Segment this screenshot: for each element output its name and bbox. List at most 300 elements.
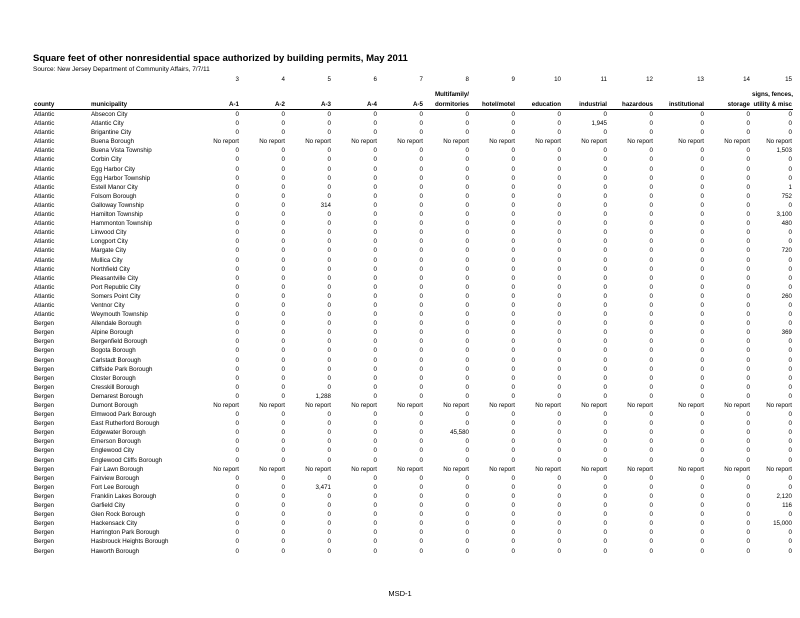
value-cell: 0 bbox=[746, 392, 750, 400]
county-cell: Atlantic bbox=[34, 301, 55, 309]
value-cell: 0 bbox=[700, 474, 704, 482]
value-cell: 0 bbox=[746, 283, 750, 291]
county-cell: Atlantic bbox=[34, 311, 55, 319]
value-cell: 0 bbox=[746, 311, 750, 319]
value-cell: 0 bbox=[281, 220, 285, 228]
value-cell: 0 bbox=[700, 538, 704, 546]
value-cell: 0 bbox=[327, 420, 331, 428]
value-cell: 0 bbox=[603, 347, 607, 355]
county-cell: Bergen bbox=[34, 365, 54, 373]
value-cell: 0 bbox=[373, 529, 377, 537]
value-cell: 0 bbox=[235, 174, 239, 182]
value-cell: 0 bbox=[281, 247, 285, 255]
value-cell: 0 bbox=[235, 220, 239, 228]
value-cell: 0 bbox=[649, 111, 653, 118]
value-cell: 0 bbox=[511, 392, 515, 400]
value-cell: 0 bbox=[235, 311, 239, 319]
municipality-cell: Closter Borough bbox=[91, 374, 136, 382]
value-cell: 0 bbox=[700, 274, 704, 282]
value-cell: 0 bbox=[373, 520, 377, 528]
value-cell: 0 bbox=[746, 274, 750, 282]
municipality-cell: Egg Harbor City bbox=[91, 165, 136, 173]
value-cell: 0 bbox=[603, 520, 607, 528]
value-cell: 0 bbox=[419, 274, 423, 282]
value-cell: 0 bbox=[557, 311, 561, 319]
value-cell: No report bbox=[766, 465, 792, 473]
value-cell: 0 bbox=[327, 156, 331, 164]
table-row bbox=[33, 210, 793, 219]
value-cell: 0 bbox=[700, 301, 704, 309]
value-cell: 0 bbox=[419, 420, 423, 428]
value-cell: 0 bbox=[700, 183, 704, 191]
value-cell: 0 bbox=[557, 156, 561, 164]
value-cell: 0 bbox=[465, 492, 469, 500]
value-cell: 0 bbox=[603, 538, 607, 546]
value-cell: 0 bbox=[235, 247, 239, 255]
table-row bbox=[33, 301, 793, 310]
value-cell: 0 bbox=[419, 438, 423, 446]
value-cell: 0 bbox=[281, 456, 285, 464]
value-cell: 0 bbox=[649, 429, 653, 437]
value-cell: 0 bbox=[281, 538, 285, 546]
value-cell: 0 bbox=[746, 192, 750, 200]
value-cell: 0 bbox=[419, 547, 423, 555]
county-cell: Bergen bbox=[34, 392, 54, 400]
municipality-cell: Harrington Park Borough bbox=[91, 529, 160, 537]
value-cell: 0 bbox=[511, 220, 515, 228]
value-cell: 0 bbox=[235, 474, 239, 482]
value-cell: 0 bbox=[511, 156, 515, 164]
column-number: 12 bbox=[646, 76, 653, 84]
value-cell: 0 bbox=[235, 529, 239, 537]
value-cell: 0 bbox=[557, 220, 561, 228]
county-cell: Bergen bbox=[34, 347, 54, 355]
value-cell: 0 bbox=[281, 238, 285, 246]
value-cell: 0 bbox=[746, 520, 750, 528]
value-cell: 0 bbox=[603, 383, 607, 391]
value-cell: 0 bbox=[327, 211, 331, 219]
county-cell: Bergen bbox=[34, 329, 54, 337]
value-cell: 2,120 bbox=[776, 492, 792, 500]
value-cell: 0 bbox=[649, 183, 653, 191]
county-cell: Atlantic bbox=[34, 292, 55, 300]
municipality-cell: Hasbrouck Heights Borough bbox=[91, 538, 169, 546]
value-cell: 0 bbox=[746, 301, 750, 309]
value-cell: 0 bbox=[603, 411, 607, 419]
value-cell: No report bbox=[627, 138, 653, 146]
value-cell: 0 bbox=[419, 383, 423, 391]
value-cell: 0 bbox=[649, 301, 653, 309]
value-cell: 0 bbox=[746, 529, 750, 537]
value-cell: 0 bbox=[281, 229, 285, 237]
value-cell: 0 bbox=[465, 229, 469, 237]
value-cell: 0 bbox=[788, 129, 792, 137]
value-cell: 0 bbox=[373, 365, 377, 373]
column-header: institutional bbox=[654, 99, 705, 110]
value-cell: 0 bbox=[511, 429, 515, 437]
value-cell: 0 bbox=[235, 111, 239, 118]
municipality-cell: Somers Point City bbox=[91, 292, 141, 300]
value-cell: 0 bbox=[281, 374, 285, 382]
table-row bbox=[33, 528, 793, 537]
table-row bbox=[33, 501, 793, 510]
value-cell: No report bbox=[489, 402, 515, 409]
value-cell: 0 bbox=[281, 438, 285, 446]
value-cell: 0 bbox=[700, 165, 704, 173]
value-cell: 0 bbox=[700, 429, 704, 437]
value-cell: 0 bbox=[511, 492, 515, 500]
municipality-cell: Port Republic City bbox=[91, 283, 141, 291]
value-cell: 0 bbox=[557, 420, 561, 428]
value-cell: 0 bbox=[746, 329, 750, 337]
value-cell: 0 bbox=[649, 211, 653, 219]
value-cell: 0 bbox=[281, 420, 285, 428]
value-cell: 0 bbox=[649, 511, 653, 519]
table-row bbox=[33, 146, 793, 155]
value-cell: 0 bbox=[746, 429, 750, 437]
value-cell: 0 bbox=[557, 438, 561, 446]
value-cell: 0 bbox=[373, 165, 377, 173]
value-cell: 0 bbox=[700, 438, 704, 446]
value-cell: 0 bbox=[746, 174, 750, 182]
value-cell: 0 bbox=[788, 156, 792, 164]
value-cell: 0 bbox=[373, 265, 377, 273]
value-cell: 0 bbox=[465, 147, 469, 155]
value-cell: 0 bbox=[649, 411, 653, 419]
column-number: 14 bbox=[743, 76, 750, 84]
value-cell: 0 bbox=[327, 429, 331, 437]
value-cell: 0 bbox=[419, 183, 423, 191]
value-cell: 0 bbox=[649, 456, 653, 464]
table-row bbox=[33, 383, 793, 392]
column-header: A-2 bbox=[240, 99, 286, 110]
value-cell: 0 bbox=[373, 120, 377, 128]
value-cell: 0 bbox=[419, 529, 423, 537]
value-cell: 0 bbox=[465, 547, 469, 555]
value-cell: 0 bbox=[557, 147, 561, 155]
value-cell: 0 bbox=[419, 211, 423, 219]
value-cell: 0 bbox=[557, 174, 561, 182]
table-row bbox=[33, 337, 793, 346]
table-row bbox=[33, 137, 793, 146]
value-cell: 0 bbox=[419, 520, 423, 528]
municipality-cell: East Rutherford Borough bbox=[91, 420, 160, 428]
value-cell: 0 bbox=[419, 147, 423, 155]
value-cell: No report bbox=[724, 138, 750, 146]
value-cell: 0 bbox=[373, 392, 377, 400]
value-cell: 0 bbox=[700, 420, 704, 428]
value-cell: 0 bbox=[235, 338, 239, 346]
table-row bbox=[33, 174, 793, 183]
value-cell: 0 bbox=[235, 283, 239, 291]
value-cell: 0 bbox=[281, 520, 285, 528]
value-cell: 0 bbox=[281, 338, 285, 346]
value-cell: 0 bbox=[465, 283, 469, 291]
value-cell: No report bbox=[581, 138, 607, 146]
value-cell: 0 bbox=[746, 201, 750, 209]
value-cell: 0 bbox=[603, 192, 607, 200]
table-row bbox=[33, 110, 793, 120]
county-cell: Atlantic bbox=[34, 183, 55, 191]
column-number: 6 bbox=[373, 76, 377, 84]
municipality-cell: Buena Vista Township bbox=[91, 147, 152, 155]
header-top-row bbox=[33, 85, 793, 99]
value-cell: 0 bbox=[465, 511, 469, 519]
column-header: A-5 bbox=[378, 99, 424, 110]
value-cell: 0 bbox=[557, 247, 561, 255]
municipality-cell: Hamilton Township bbox=[91, 211, 143, 219]
municipality-cell: Pleasantville City bbox=[91, 274, 139, 282]
value-cell: 0 bbox=[788, 411, 792, 419]
value-cell: 0 bbox=[557, 265, 561, 273]
value-cell: 0 bbox=[419, 111, 423, 118]
value-cell: 0 bbox=[649, 365, 653, 373]
value-cell: 0 bbox=[603, 247, 607, 255]
value-cell: 0 bbox=[746, 111, 750, 118]
table-row bbox=[33, 356, 793, 365]
value-cell: 0 bbox=[511, 229, 515, 237]
value-cell: 0 bbox=[700, 529, 704, 537]
value-cell: 0 bbox=[700, 174, 704, 182]
value-cell: 0 bbox=[649, 492, 653, 500]
table-row bbox=[33, 547, 793, 556]
municipality-cell: Edgewater Borough bbox=[91, 429, 146, 437]
value-cell: No report bbox=[766, 402, 792, 409]
value-cell: 0 bbox=[603, 511, 607, 519]
value-cell: 260 bbox=[781, 292, 792, 300]
value-cell: 0 bbox=[281, 265, 285, 273]
value-cell: 0 bbox=[465, 392, 469, 400]
value-cell: 0 bbox=[511, 311, 515, 319]
value-cell: 0 bbox=[419, 492, 423, 500]
municipality-cell: Fort Lee Borough bbox=[91, 483, 140, 491]
value-cell: 0 bbox=[649, 238, 653, 246]
value-cell: 0 bbox=[557, 338, 561, 346]
value-cell: 0 bbox=[788, 201, 792, 209]
value-cell: 0 bbox=[511, 238, 515, 246]
value-cell: 0 bbox=[788, 311, 792, 319]
value-cell: 0 bbox=[465, 274, 469, 282]
value-cell: 0 bbox=[746, 256, 750, 264]
value-cell: 0 bbox=[419, 156, 423, 164]
value-cell: 0 bbox=[746, 156, 750, 164]
value-cell: 0 bbox=[327, 320, 331, 328]
value-cell: 0 bbox=[465, 411, 469, 419]
value-cell: 0 bbox=[557, 383, 561, 391]
value-cell: 0 bbox=[373, 356, 377, 364]
value-cell: 0 bbox=[788, 265, 792, 273]
county-cell: Bergen bbox=[34, 320, 54, 328]
value-cell: No report bbox=[489, 138, 515, 146]
value-cell: No report bbox=[305, 402, 331, 409]
value-cell: 1,288 bbox=[315, 392, 331, 400]
value-cell: 0 bbox=[327, 338, 331, 346]
value-cell: 0 bbox=[788, 356, 792, 364]
value-cell: 0 bbox=[327, 365, 331, 373]
value-cell: 0 bbox=[373, 229, 377, 237]
municipality-cell: Brigantine City bbox=[91, 129, 132, 137]
value-cell: 0 bbox=[649, 392, 653, 400]
municipality-cell: Northfield City bbox=[91, 265, 130, 273]
value-cell: 0 bbox=[603, 483, 607, 491]
value-cell: 0 bbox=[649, 283, 653, 291]
value-cell: 0 bbox=[511, 292, 515, 300]
value-cell: 0 bbox=[746, 374, 750, 382]
value-cell: 0 bbox=[788, 511, 792, 519]
value-cell: 0 bbox=[700, 492, 704, 500]
value-cell: 0 bbox=[419, 483, 423, 491]
value-cell: 0 bbox=[373, 474, 377, 482]
value-cell: 0 bbox=[557, 274, 561, 282]
value-cell: 0 bbox=[511, 529, 515, 537]
value-cell: 0 bbox=[327, 502, 331, 510]
column-header: industrial bbox=[562, 99, 608, 110]
value-cell: 0 bbox=[788, 392, 792, 400]
value-cell: 0 bbox=[281, 292, 285, 300]
value-cell: 0 bbox=[649, 229, 653, 237]
value-cell: 0 bbox=[603, 220, 607, 228]
value-cell: 0 bbox=[419, 247, 423, 255]
value-cell: No report bbox=[351, 465, 377, 473]
value-cell: 0 bbox=[557, 511, 561, 519]
table-row bbox=[33, 274, 793, 283]
value-cell: 0 bbox=[281, 274, 285, 282]
value-cell: 0 bbox=[603, 274, 607, 282]
value-cell: 0 bbox=[373, 547, 377, 555]
value-cell: 0 bbox=[327, 256, 331, 264]
value-cell: 0 bbox=[700, 483, 704, 491]
municipality-cell: Emerson Borough bbox=[91, 438, 141, 446]
municipality-cell: Alpine Borough bbox=[91, 329, 134, 337]
value-cell: 0 bbox=[465, 129, 469, 137]
value-cell: 0 bbox=[700, 338, 704, 346]
value-cell: 0 bbox=[746, 129, 750, 137]
county-cell: Atlantic bbox=[34, 138, 55, 146]
value-cell: 0 bbox=[281, 201, 285, 209]
table-row bbox=[33, 465, 793, 474]
value-cell: 0 bbox=[700, 456, 704, 464]
value-cell: 0 bbox=[465, 483, 469, 491]
value-cell: 0 bbox=[746, 547, 750, 555]
value-cell: 0 bbox=[649, 502, 653, 510]
value-cell: 0 bbox=[465, 247, 469, 255]
value-cell: 0 bbox=[327, 383, 331, 391]
value-cell: 0 bbox=[788, 447, 792, 455]
value-cell: 0 bbox=[419, 220, 423, 228]
table-row bbox=[33, 119, 793, 128]
value-cell: 0 bbox=[281, 311, 285, 319]
value-cell: 0 bbox=[281, 256, 285, 264]
value-cell: 0 bbox=[373, 420, 377, 428]
value-cell: 0 bbox=[511, 192, 515, 200]
value-cell: 0 bbox=[419, 292, 423, 300]
value-cell: No report bbox=[443, 138, 469, 146]
value-cell: 0 bbox=[746, 365, 750, 373]
value-cell: 0 bbox=[557, 474, 561, 482]
value-cell: 0 bbox=[327, 538, 331, 546]
municipality-cell: Atlantic City bbox=[91, 120, 124, 128]
value-cell: 0 bbox=[700, 511, 704, 519]
county-cell: Atlantic bbox=[34, 156, 55, 164]
value-cell: 0 bbox=[465, 174, 469, 182]
value-cell: 0 bbox=[235, 383, 239, 391]
value-cell: No report bbox=[535, 465, 561, 473]
value-cell: 0 bbox=[327, 411, 331, 419]
value-cell: 0 bbox=[788, 383, 792, 391]
value-cell: 0 bbox=[557, 538, 561, 546]
value-cell: 0 bbox=[511, 201, 515, 209]
municipality-cell: Mullica City bbox=[91, 256, 123, 264]
value-cell: 0 bbox=[603, 456, 607, 464]
value-cell: 0 bbox=[649, 256, 653, 264]
value-cell: 0 bbox=[700, 238, 704, 246]
value-cell: 0 bbox=[327, 283, 331, 291]
county-cell: Bergen bbox=[34, 456, 54, 464]
value-cell: 0 bbox=[419, 456, 423, 464]
county-cell: Atlantic bbox=[34, 111, 55, 118]
value-cell: 0 bbox=[746, 347, 750, 355]
value-cell: 0 bbox=[373, 183, 377, 191]
value-cell: 0 bbox=[603, 429, 607, 437]
value-cell: 0 bbox=[235, 320, 239, 328]
value-cell: 0 bbox=[511, 174, 515, 182]
value-cell: 45,580 bbox=[450, 429, 469, 437]
table-row bbox=[33, 328, 793, 337]
value-cell: 0 bbox=[746, 183, 750, 191]
table-row bbox=[33, 192, 793, 201]
municipality-cell: Bogota Borough bbox=[91, 347, 136, 355]
report-title: Square feet of other nonresidential space authorized by building permits, May 2011 bbox=[33, 53, 408, 64]
value-cell: 0 bbox=[557, 447, 561, 455]
value-cell: 0 bbox=[557, 238, 561, 246]
header-row bbox=[33, 99, 793, 110]
value-cell: 0 bbox=[419, 129, 423, 137]
value-cell: 0 bbox=[557, 374, 561, 382]
value-cell: 0 bbox=[788, 301, 792, 309]
value-cell: 0 bbox=[373, 220, 377, 228]
value-cell: 0 bbox=[419, 365, 423, 373]
value-cell: No report bbox=[535, 402, 561, 409]
column-header: storage bbox=[705, 99, 751, 110]
value-cell: 0 bbox=[603, 329, 607, 337]
value-cell: 0 bbox=[419, 301, 423, 309]
value-cell: No report bbox=[351, 402, 377, 409]
value-cell: 0 bbox=[281, 192, 285, 200]
value-cell: 0 bbox=[235, 292, 239, 300]
value-cell: 0 bbox=[603, 420, 607, 428]
value-cell: 0 bbox=[746, 492, 750, 500]
county-cell: Atlantic bbox=[34, 256, 55, 264]
value-cell: 0 bbox=[373, 374, 377, 382]
value-cell: 0 bbox=[327, 374, 331, 382]
municipality-cell: Fair Lawn Borough bbox=[91, 465, 144, 473]
value-cell: 0 bbox=[557, 547, 561, 555]
value-cell: 0 bbox=[235, 547, 239, 555]
value-cell: 0 bbox=[373, 511, 377, 519]
value-cell: 0 bbox=[465, 311, 469, 319]
value-cell: 0 bbox=[649, 338, 653, 346]
value-cell: No report bbox=[627, 402, 653, 409]
value-cell: No report bbox=[305, 138, 331, 146]
value-cell: No report bbox=[535, 138, 561, 146]
value-cell: 0 bbox=[465, 365, 469, 373]
county-cell: Bergen bbox=[34, 529, 54, 537]
value-cell: 0 bbox=[327, 529, 331, 537]
value-cell: 0 bbox=[603, 165, 607, 173]
municipality-cell: Englewood Cliffs Borough bbox=[91, 456, 163, 464]
value-cell: 0 bbox=[649, 311, 653, 319]
value-cell: 369 bbox=[781, 329, 792, 337]
